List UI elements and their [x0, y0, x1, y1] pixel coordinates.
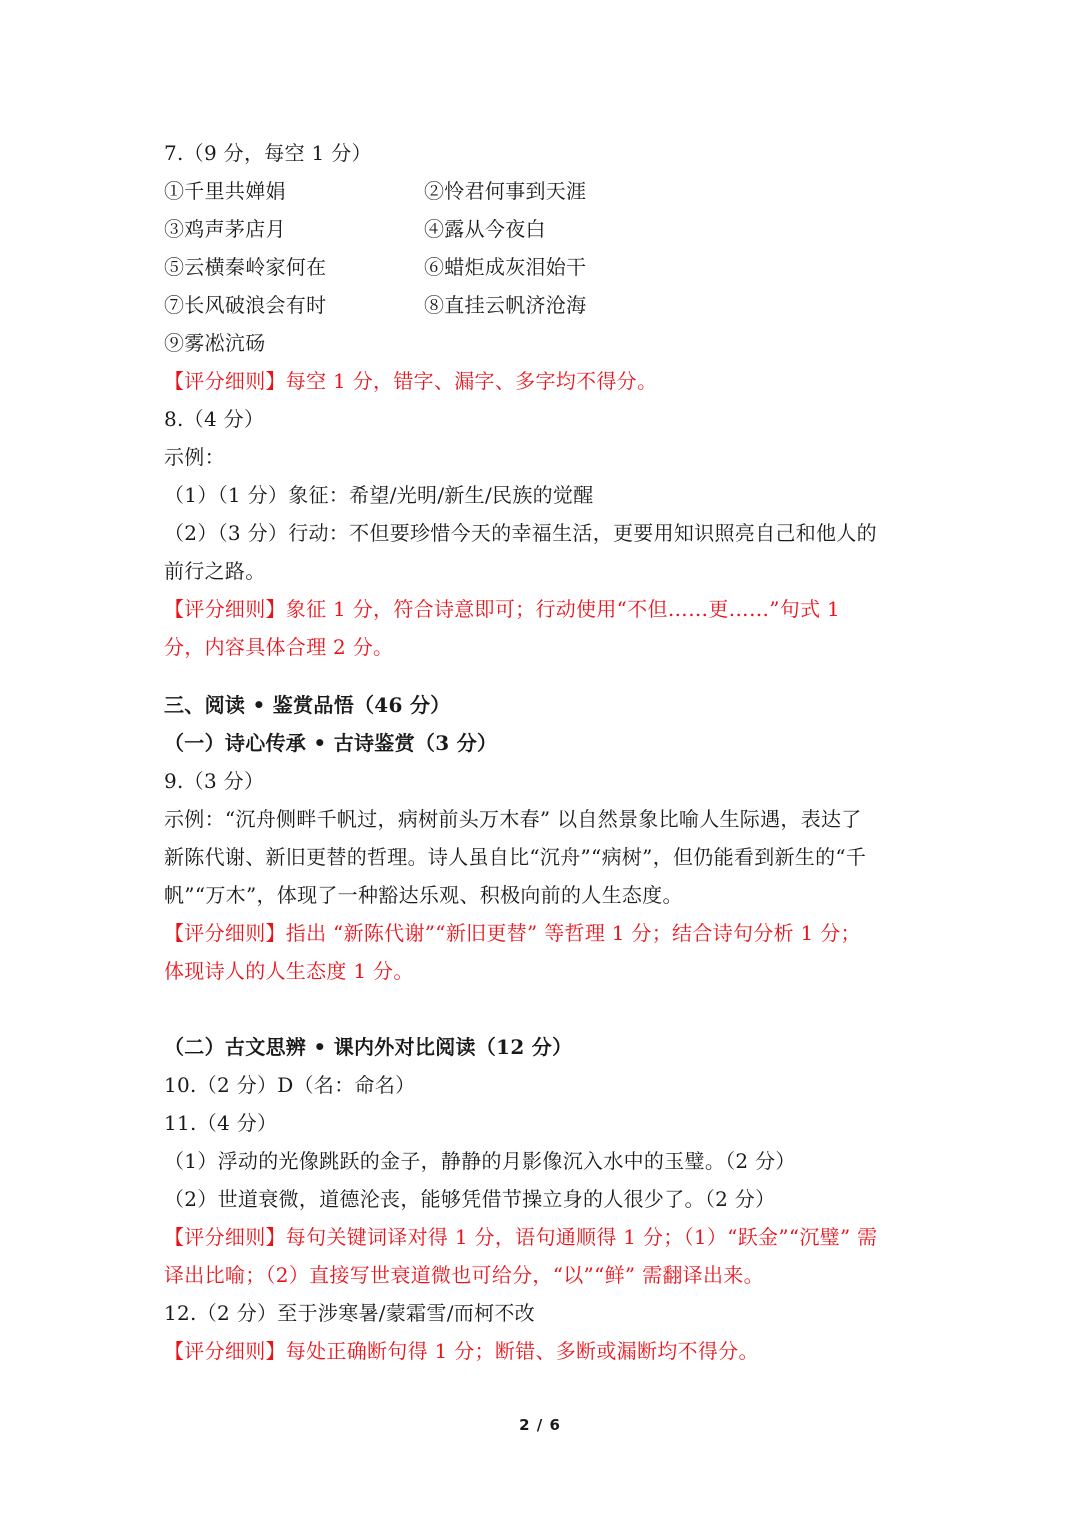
page-number: 2 / 6: [519, 1416, 561, 1434]
q8-scoring-rule-cont: 分，内容具体合理 2 分。: [164, 635, 394, 659]
q11-scoring-rule: 【评分细则】每句关键词译对得 1 分，语句通顺得 1 分；（1）“跃金”“沉璧” 需: [164, 1225, 878, 1249]
subsection-2-title: （二）古文思辨 • 课内外对比阅读（12 分）: [164, 1035, 573, 1059]
q8-part-2: （2）（3 分）行动：不但要珍惜今天的幸福生活，更要用知识照亮自己和他人的: [164, 521, 877, 545]
q9-answer-line-3: 帆”“万木”，体现了一种豁达乐观、积极向前的人生态度。: [164, 883, 683, 907]
q7-row: [164, 172, 924, 210]
q7-scoring-rule: 【评分细则】每空 1 分，错字、漏字、多字均不得分。: [164, 369, 658, 393]
q11-scoring-rule-cont: 译出比喻；（2）直接写世衰道微也可给分，“以”“鲜” 需翻译出来。: [164, 1263, 764, 1287]
section-3-title: 三、阅读 • 鉴赏品悟（46 分）: [164, 693, 451, 717]
q7-row: [164, 248, 924, 286]
q7-answer-8: ⑧直挂云帆济沧海: [424, 293, 587, 317]
q12-scoring-rule: 【评分细则】每处正确断句得 1 分；断错、多断或漏断均不得分。: [164, 1339, 759, 1363]
q9-header: 9.（3 分）: [164, 769, 265, 793]
q8-part-2-cont: 前行之路。: [164, 559, 266, 583]
q8-header: 8.（4 分）: [164, 407, 265, 431]
q7-answer-9: ⑨雾凇沆砀: [164, 331, 266, 355]
q8-example-label: 示例：: [164, 445, 225, 469]
q8-part-1: （1）（1 分）象征：希望/光明/新生/民族的觉醒: [164, 483, 594, 507]
q9-scoring-rule: 【评分细则】指出 “新陈代谢”“新旧更替” 等哲理 1 分；结合诗句分析 1 分；: [164, 921, 861, 945]
q7-row: [164, 286, 924, 324]
q8-scoring-rule: 【评分细则】象征 1 分，符合诗意即可；行动使用“不但……更……”句式 1: [164, 597, 841, 621]
q12-answer: 12.（2 分）至于涉寒暑/蒙霜雪/而柯不改: [164, 1301, 535, 1325]
answer-page: [164, 134, 924, 1370]
q7-answer-1: ①千里共婵娟: [164, 179, 286, 203]
q7-answer-7: ⑦长风破浪会有时: [164, 293, 327, 317]
q7-answer-3: ③鸡声茅店月: [164, 217, 286, 241]
q9-answer-line-2: 新陈代谢、新旧更替的哲理。诗人虽自比“沉舟”“病树”，但仍能看到新生的“千: [164, 845, 867, 869]
q11-part-1: （1）浮动的光像跳跃的金子，静静的月影像沉入水中的玉璧。（2 分）: [164, 1149, 796, 1173]
q9-scoring-rule-cont: 体现诗人的人生态度 1 分。: [164, 959, 414, 983]
q11-header: 11.（4 分）: [164, 1111, 278, 1135]
q7-answer-6: ⑥蜡炬成灰泪始干: [424, 255, 587, 279]
q10-answer: 10.（2 分）D（名：命名）: [164, 1073, 416, 1097]
q7-answer-5: ⑤云横秦岭家何在: [164, 255, 327, 279]
q7-row: [164, 210, 924, 248]
q7-header: 7.（9 分，每空 1 分）: [164, 141, 372, 165]
q7-answer-4: ④露从今夜白: [424, 217, 546, 241]
q7-answer-2: ②怜君何事到天涯: [424, 179, 587, 203]
subsection-1-title: （一）诗心传承 • 古诗鉴赏（3 分）: [164, 731, 498, 755]
q9-answer-line-1: 示例：“沉舟侧畔千帆过，病树前头万木春” 以自然景象比喻人生际遇，表达了: [164, 807, 862, 831]
q11-part-2: （2）世道衰微，道德沦丧，能够凭借节操立身的人很少了。（2 分）: [164, 1187, 776, 1211]
